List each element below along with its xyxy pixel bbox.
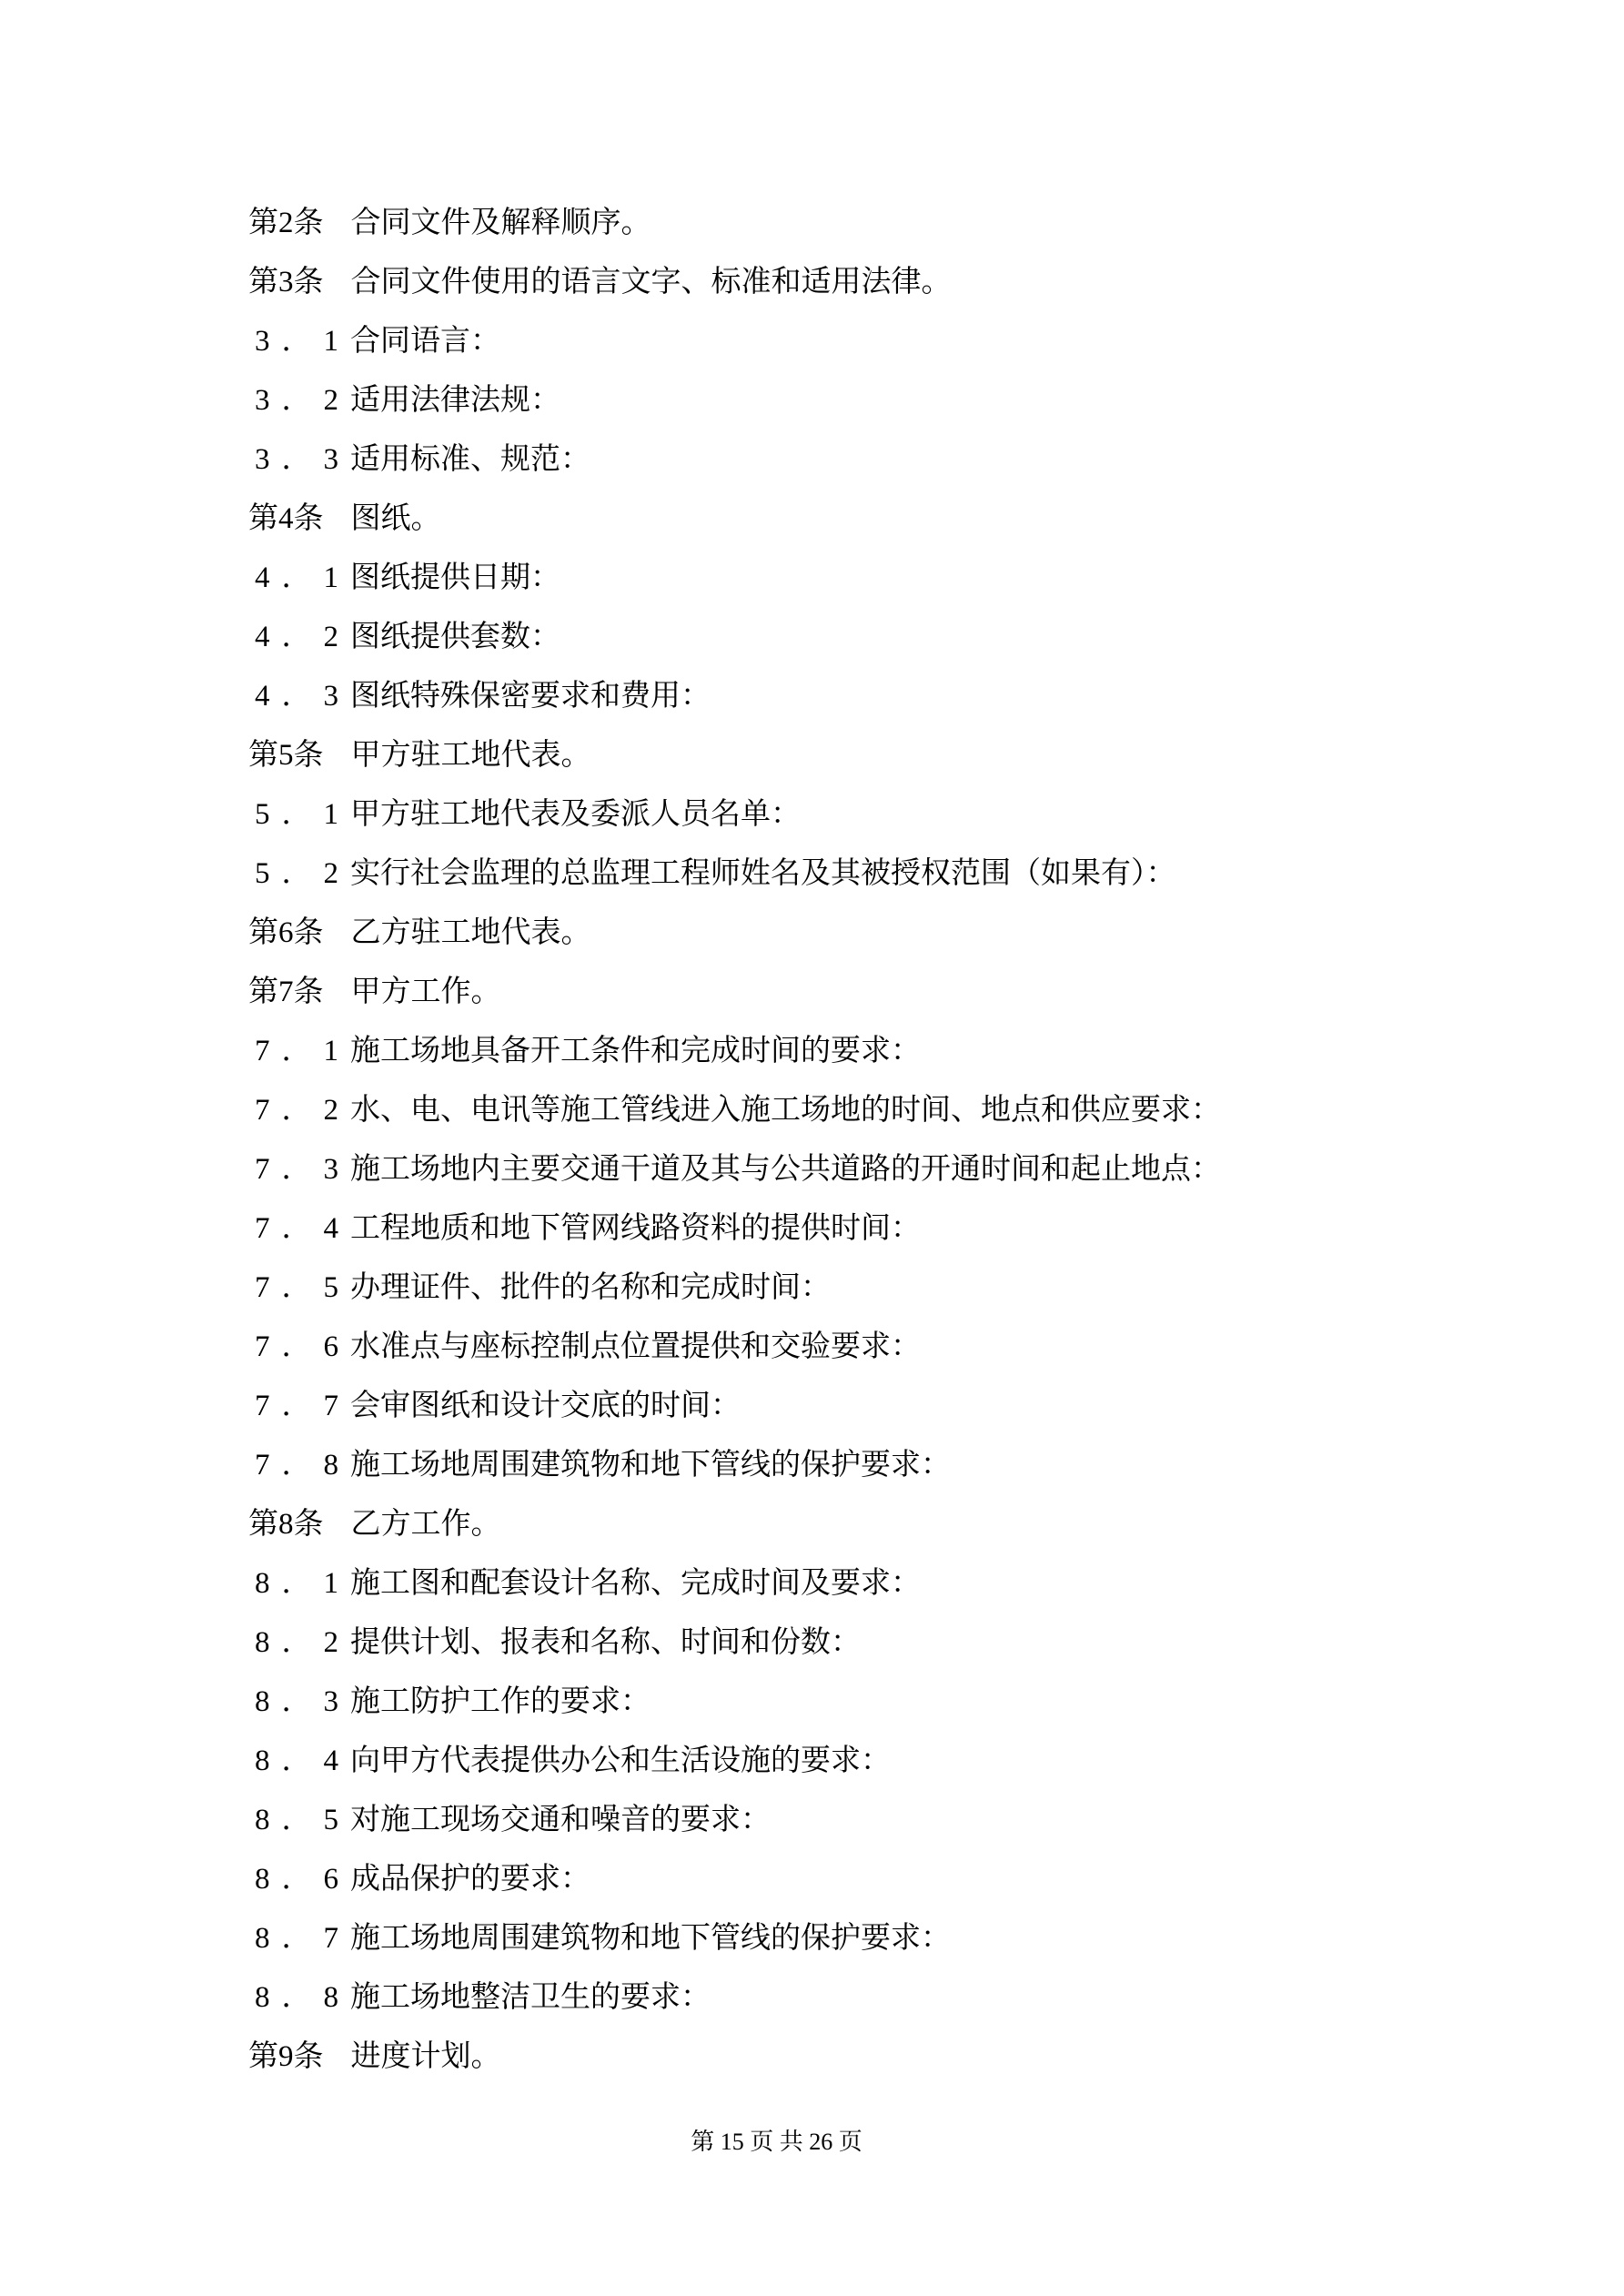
line-number: 8．3: [255, 1685, 350, 1718]
line-text: 施工防护工作的要求：: [350, 1685, 651, 1718]
subclause-line: [248, 1554, 1569, 1613]
line-number: 7．6: [255, 1330, 350, 1363]
subclause-line: [248, 1318, 1569, 1377]
line-text: 工程地质和地下管网线路资料的提供时间：: [350, 1212, 921, 1245]
line-text: 甲方驻工地代表及委派人员名单：: [350, 798, 801, 831]
subclause-line: [248, 1909, 1569, 1968]
line-text: 成品保护的要求：: [350, 1863, 590, 1896]
subclause-line: [248, 1968, 1569, 2028]
line-number: 8．1: [255, 1567, 350, 1600]
line-text: 施工场地周围建筑物和地下管线的保护要求：: [350, 1922, 951, 1955]
subclause-line: [248, 549, 1569, 608]
line-number: 8．8: [255, 1981, 350, 2014]
line-text: 适用法律法规：: [350, 384, 560, 417]
page-number: 第 15 页 共 26 页: [691, 2129, 862, 2155]
line-text: 施工场地具备开工条件和完成时间的要求：: [350, 1035, 921, 1067]
clause-line: [248, 490, 1569, 549]
clause-line: [248, 1495, 1569, 1554]
line-text: 图纸提供日期：: [350, 561, 560, 594]
subclause-line: [248, 1199, 1569, 1259]
line-number: 4．2: [255, 621, 350, 653]
line-text: 提供计划、报表和名称、时间和份数：: [350, 1626, 861, 1659]
line-text: 施工场地内主要交通干道及其与公共道路的开通时间和起止地点：: [350, 1153, 1221, 1186]
line-number: 第7条: [248, 976, 324, 1008]
line-text: 图纸。: [350, 502, 441, 535]
line-text: 会审图纸和设计交底的时间：: [350, 1390, 741, 1422]
clause-line: [248, 963, 1569, 1022]
line-text: 适用标准、规范：: [350, 443, 590, 476]
subclause-line: [248, 1613, 1569, 1673]
clause-line: [248, 253, 1569, 312]
line-number: 8．2: [255, 1626, 350, 1659]
line-text: 水准点与座标控制点位置提供和交验要求：: [350, 1330, 921, 1363]
subclause-line: [248, 430, 1569, 490]
line-text: 进度计划。: [350, 2040, 501, 2073]
line-text: 甲方驻工地代表。: [350, 739, 591, 772]
subclause-line: [248, 1081, 1569, 1140]
line-text: 合同文件使用的语言文字、标准和适用法律。: [350, 266, 952, 298]
line-number: 8．5: [255, 1804, 350, 1836]
line-number: 7．4: [255, 1212, 350, 1245]
line-number: 7．3: [255, 1153, 350, 1186]
line-number: 第6条: [248, 916, 324, 949]
line-number: 7．8: [255, 1449, 350, 1482]
line-text: 向甲方代表提供办公和生活设施的要求：: [350, 1745, 891, 1777]
clause-line: [248, 726, 1569, 785]
line-number: 3．2: [255, 384, 350, 417]
line-number: 第9条: [248, 2040, 324, 2073]
subclause-line: [248, 785, 1569, 845]
subclause-line: [248, 371, 1569, 430]
subclause-line: [248, 608, 1569, 667]
subclause-line: [248, 1436, 1569, 1495]
subclause-line: [248, 312, 1569, 371]
line-text: 乙方驻工地代表。: [350, 916, 591, 949]
subclause-line: [248, 1732, 1569, 1791]
subclause-line: [248, 1850, 1569, 1909]
subclause-line: [248, 1673, 1569, 1732]
subclause-line: [248, 1259, 1569, 1318]
subclause-line: [248, 667, 1569, 726]
line-number: 8．4: [255, 1745, 350, 1777]
page-footer: [0, 2128, 1589, 2157]
line-number: 8．7: [255, 1922, 350, 1955]
line-text: 施工图和配套设计名称、完成时间及要求：: [350, 1567, 921, 1600]
line-number: 7．5: [255, 1271, 350, 1304]
line-text: 实行社会监理的总监理工程师姓名及其被授权范围（如果有）：: [350, 857, 1176, 890]
line-number: 8．6: [255, 1863, 350, 1896]
line-text: 图纸提供套数：: [350, 621, 560, 653]
line-text: 施工场地周围建筑物和地下管线的保护要求：: [350, 1449, 951, 1482]
clause-line: [248, 904, 1569, 963]
line-number: 4．3: [255, 680, 350, 713]
line-text: 合同语言：: [350, 325, 500, 358]
clause-line: [248, 194, 1569, 253]
document-body: [248, 194, 1569, 2087]
line-number: 第3条: [248, 266, 324, 298]
line-number: 7．2: [255, 1094, 350, 1127]
line-text: 图纸特殊保密要求和费用：: [350, 680, 711, 713]
line-number: 7．1: [255, 1035, 350, 1067]
line-text: 施工场地整洁卫生的要求：: [350, 1981, 711, 2014]
subclause-line: [248, 1791, 1569, 1850]
line-text: 对施工现场交通和噪音的要求：: [350, 1804, 771, 1836]
line-number: 第4条: [248, 502, 324, 535]
line-text: 办理证件、批件的名称和完成时间：: [350, 1271, 831, 1304]
line-number: 第2条: [248, 207, 324, 239]
clause-line: [248, 2028, 1569, 2087]
subclause-line: [248, 1377, 1569, 1436]
line-number: 7．7: [255, 1390, 350, 1422]
line-number: 第5条: [248, 739, 324, 772]
line-number: 3．1: [255, 325, 350, 358]
line-number: 4．1: [255, 561, 350, 594]
subclause-line: [248, 845, 1569, 904]
line-number: 第8条: [248, 1508, 324, 1541]
line-number: 3．3: [255, 443, 350, 476]
line-text: 乙方工作。: [350, 1508, 501, 1541]
line-number: 5．1: [255, 798, 350, 831]
line-text: 合同文件及解释顺序。: [350, 207, 651, 239]
line-number: 5．2: [255, 857, 350, 890]
line-text: 水、电、电讯等施工管线进入施工场地的时间、地点和供应要求：: [350, 1094, 1221, 1127]
line-text: 甲方工作。: [350, 976, 501, 1008]
subclause-line: [248, 1140, 1569, 1199]
subclause-line: [248, 1022, 1569, 1081]
